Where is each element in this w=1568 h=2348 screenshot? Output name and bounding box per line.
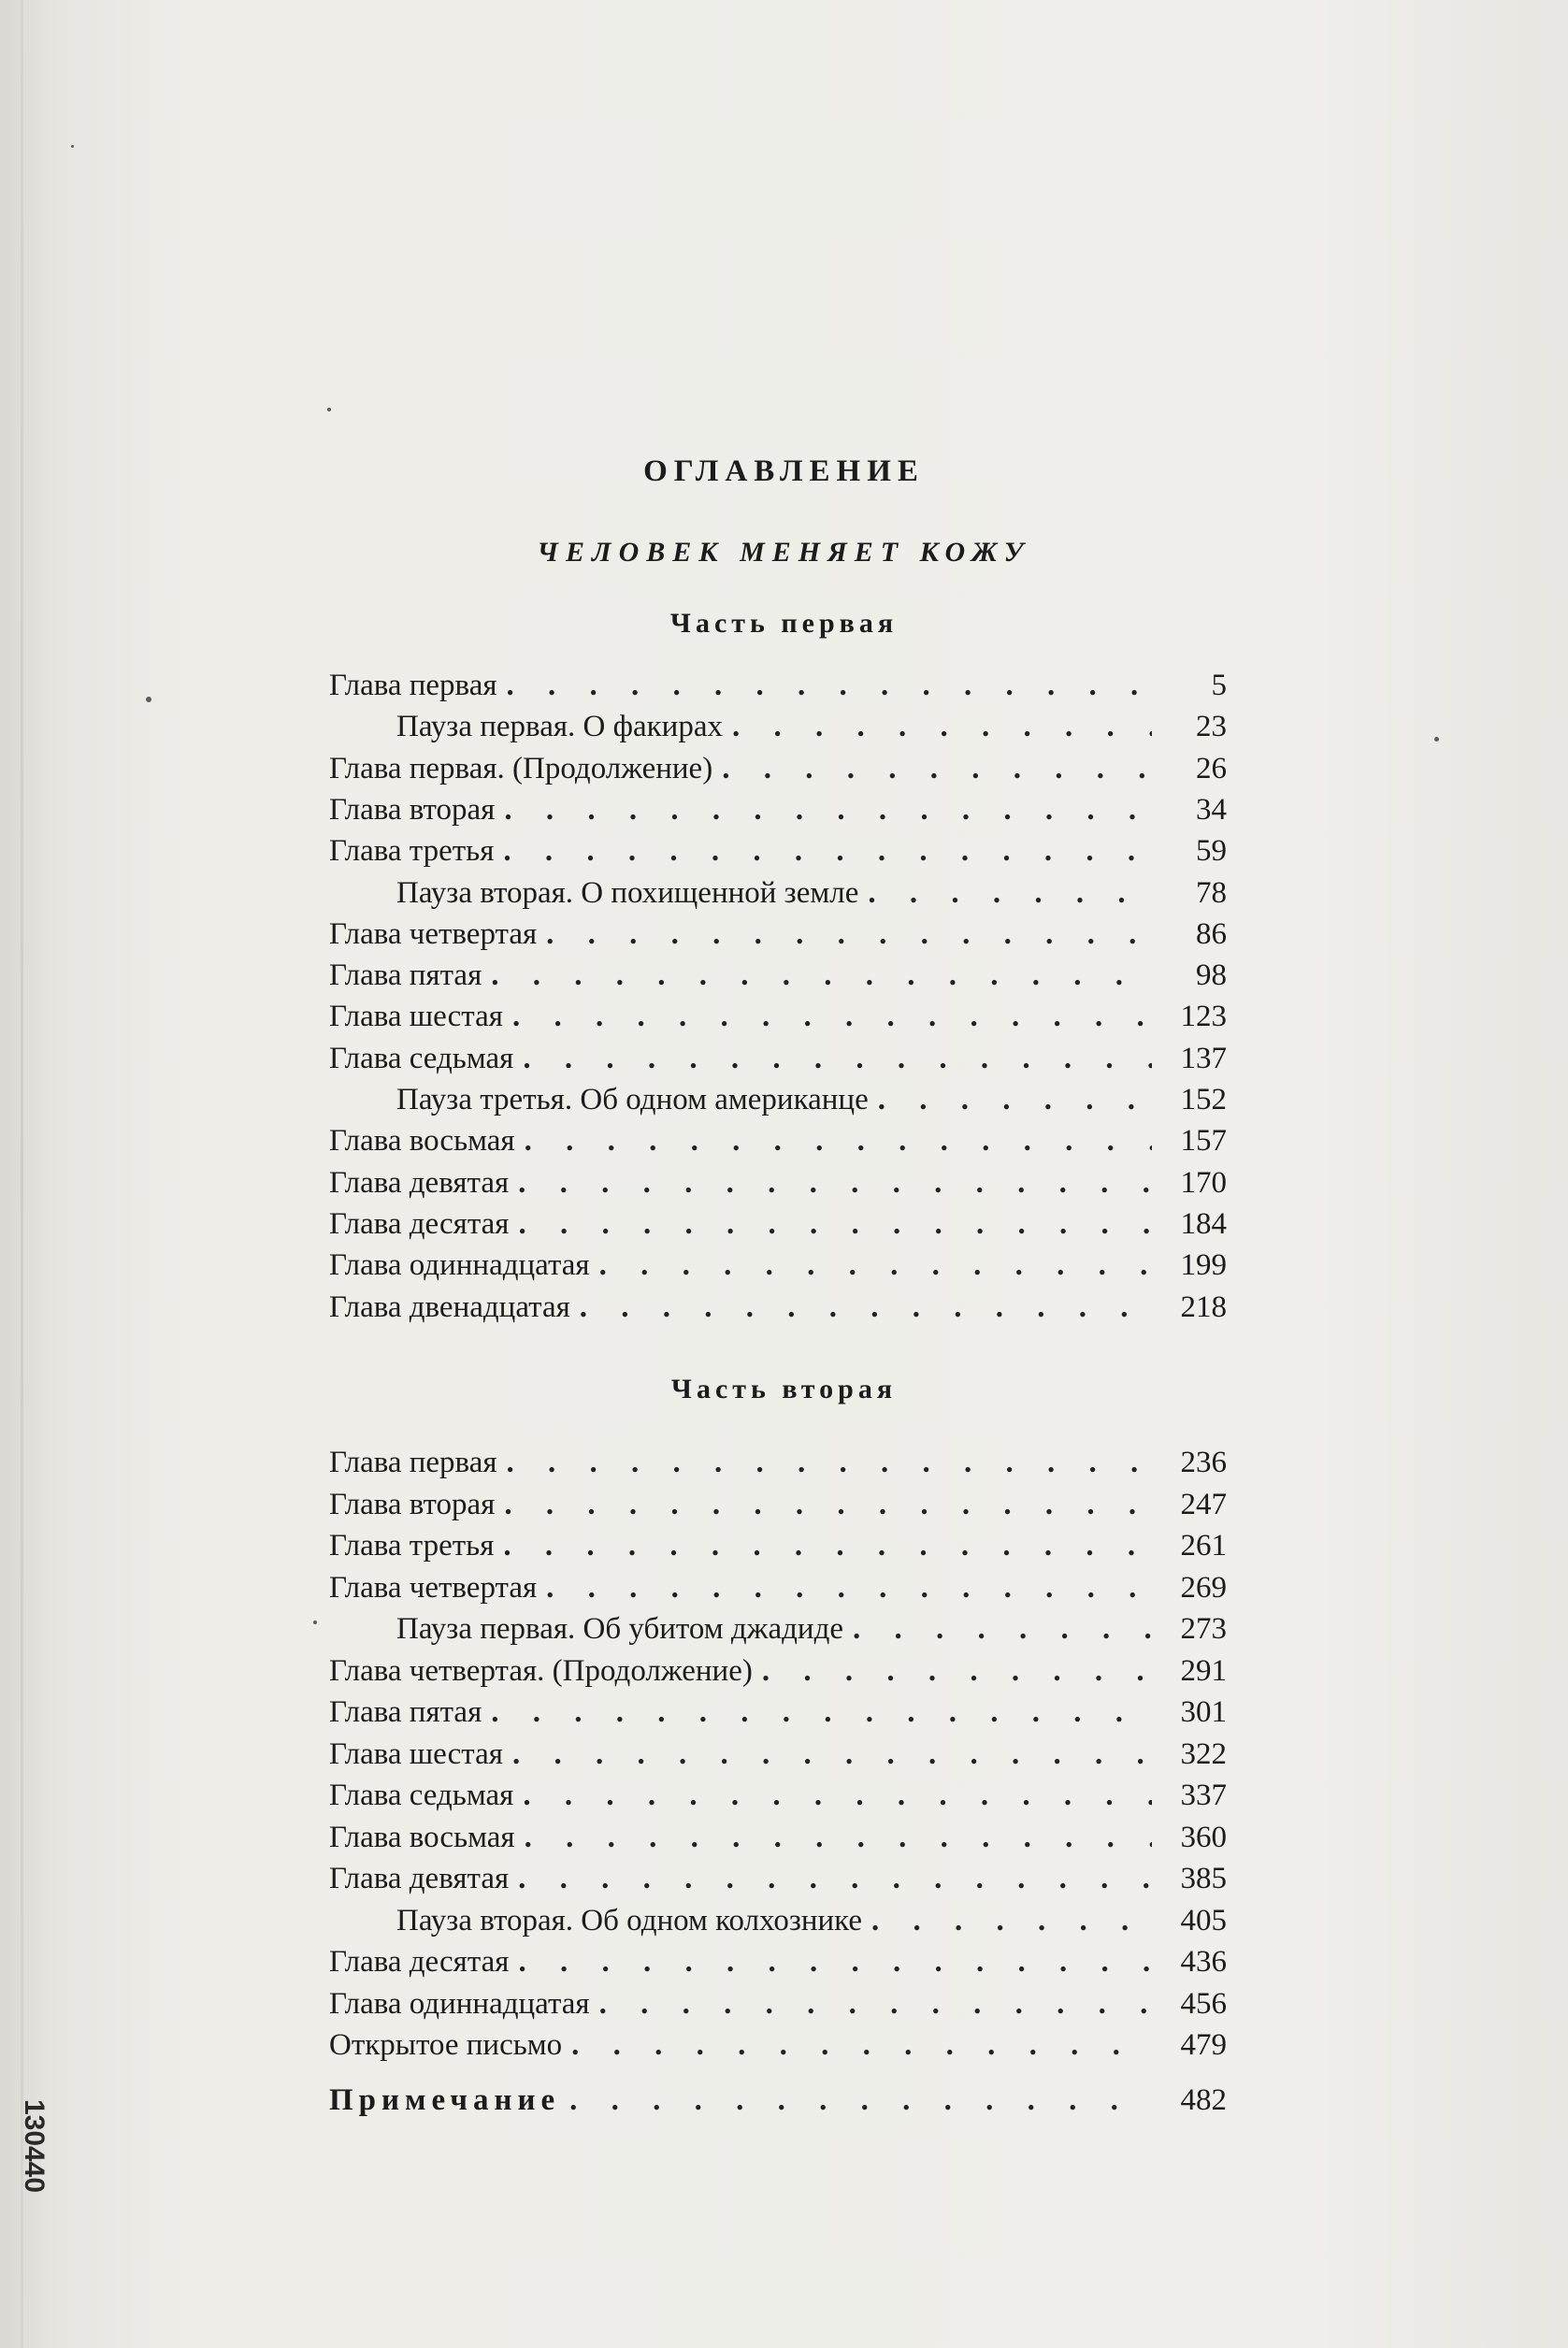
toc-entry[interactable] (329, 831, 1227, 871)
toc-entry[interactable] (329, 1776, 1227, 1815)
toc-entry-page: 170 (1180, 1165, 1227, 1200)
dot-leader (504, 1485, 1152, 1524)
toc-entry[interactable] (329, 1609, 1227, 1649)
dot-leader (762, 1651, 1152, 1691)
toc-entry-label: Глава четвертая (329, 1570, 538, 1605)
toc-entry-page: 123 (1180, 1000, 1227, 1034)
toc-entry-page: 34 (1196, 792, 1227, 827)
toc-entry-page: 137 (1180, 1041, 1227, 1075)
toc-entry-page: 269 (1180, 1570, 1227, 1605)
dot-leader (871, 1901, 1152, 1940)
dot-leader (507, 666, 1152, 705)
toc-entry[interactable] (329, 1485, 1227, 1524)
toc-entry[interactable] (329, 956, 1227, 995)
toc-entry-page: 385 (1180, 1862, 1227, 1895)
dot-leader (732, 707, 1152, 746)
toc-entry-label: Примечание (329, 2083, 561, 2117)
toc-entry-label: Глава шестая (329, 1000, 503, 1034)
toc-entry[interactable] (329, 1163, 1227, 1203)
toc-entry-page: 291 (1180, 1653, 1227, 1688)
toc-entry-label: Глава пятая (329, 958, 482, 993)
toc-entry[interactable] (329, 1735, 1227, 1774)
toc-entry-label: Пауза вторая. Об одном колхознике (396, 1903, 863, 1937)
toc-entry[interactable] (329, 1443, 1227, 1482)
toc-entry-page: 78 (1196, 875, 1227, 910)
toc-entry-label: Глава третья (329, 1529, 495, 1563)
paper-speck (327, 408, 331, 411)
toc-entry[interactable] (329, 1526, 1227, 1565)
toc-entry-label: Глава вторая (329, 792, 496, 827)
dot-leader (722, 749, 1152, 788)
toc-entry-page: 479 (1180, 2028, 1227, 2062)
toc-entry[interactable] (329, 707, 1227, 746)
toc-entry-label: Пауза первая. О факирах (396, 710, 723, 744)
dot-leader (523, 1776, 1152, 1815)
toc-entry-page: 5 (1211, 669, 1227, 702)
toc-entry-page: 360 (1180, 1820, 1227, 1854)
toc-entry-page: 157 (1180, 1124, 1227, 1159)
toc-entry-label: Глава восьмая (329, 1820, 515, 1854)
stamp-number: 130440 (19, 2098, 50, 2194)
dot-leader (507, 1443, 1152, 1482)
paper-speck (1434, 737, 1439, 742)
toc-entry[interactable] (329, 2025, 1227, 2065)
dot-leader (523, 1039, 1152, 1078)
toc-entry-label: Глава девятая (329, 1165, 510, 1200)
toc-entry-label: Глава вторая (329, 1487, 496, 1521)
toc-entry-label: Глава восьмая (329, 1124, 515, 1159)
toc-entry-page: 301 (1180, 1695, 1227, 1729)
toc-entry[interactable] (329, 1651, 1227, 1691)
paper-speck (71, 145, 74, 148)
dot-leader (599, 1246, 1152, 1285)
library-stamp (9, 2076, 58, 2216)
toc-entry-page: 261 (1180, 1529, 1227, 1563)
toc-entry[interactable] (329, 873, 1227, 913)
dot-leader (878, 1080, 1152, 1119)
dot-leader (491, 956, 1152, 995)
dot-leader (546, 915, 1152, 954)
toc-entry-page: 26 (1196, 751, 1227, 785)
toc-entry[interactable] (329, 1942, 1227, 1981)
toc-entry[interactable] (329, 1246, 1227, 1285)
toc-entry-label: Открытое письмо (329, 2028, 563, 2062)
toc-entry-page: 98 (1196, 958, 1227, 993)
toc-entry-label: Глава третья (329, 834, 495, 869)
dot-leader (491, 1693, 1152, 1732)
toc-entry-page: 322 (1180, 1736, 1227, 1771)
toc-entry-page: 86 (1196, 916, 1227, 951)
toc-entry-label: Глава двенадцатая (329, 1289, 570, 1324)
dot-leader (569, 2081, 1152, 2120)
dot-leader (546, 1568, 1152, 1607)
toc-entry-page: 199 (1180, 1248, 1227, 1283)
toc-entry-label: Глава седьмая (329, 1041, 514, 1075)
toc-entry-label: Глава четвертая (329, 916, 538, 951)
dot-leader (519, 1942, 1153, 1981)
dot-leader (853, 1609, 1152, 1649)
toc-entry-label: Глава четвертая. (Продолжение) (329, 1653, 753, 1688)
toc-entry[interactable] (329, 1080, 1227, 1119)
dot-leader (504, 790, 1152, 829)
toc-entry[interactable] (329, 1204, 1227, 1244)
toc-entry[interactable] (329, 790, 1227, 829)
part-one-title: Часть первая (669, 608, 899, 639)
toc-entry-label: Глава седьмая (329, 1779, 514, 1812)
toc-entry-label: Глава первая (329, 1446, 497, 1479)
toc-entry[interactable] (329, 1818, 1227, 1857)
toc-entry-page: 23 (1196, 710, 1227, 744)
toc-notes-entry[interactable] (329, 2081, 1227, 2120)
toc-entry-page: 436 (1180, 1945, 1227, 1979)
dot-leader (503, 1526, 1152, 1565)
part-two-title: Часть вторая (670, 1374, 898, 1404)
dot-leader (518, 1163, 1152, 1203)
toc-entry-label: Глава одиннадцатая (329, 1986, 590, 2021)
toc-entry-label: Глава девятая (329, 1862, 510, 1895)
toc-entry-page: 273 (1180, 1612, 1227, 1646)
toc-entry-page: 236 (1180, 1446, 1227, 1479)
dot-leader (503, 831, 1152, 871)
dot-leader (525, 1121, 1152, 1160)
toc-entry-page: 482 (1180, 2083, 1227, 2117)
toc-entry[interactable] (329, 1288, 1227, 1327)
dot-leader (519, 1204, 1153, 1244)
toc-entry-label: Глава шестая (329, 1736, 503, 1771)
toc-entry-page: 337 (1180, 1779, 1227, 1812)
toc-entry[interactable] (329, 915, 1227, 954)
toc-entry[interactable] (329, 666, 1227, 705)
toc-entry-label: Глава одиннадцатая (329, 1248, 590, 1283)
toc-entry-label: Пауза третья. Об одном американце (396, 1083, 869, 1116)
toc-entry-page: 247 (1180, 1487, 1227, 1521)
dot-leader (518, 1859, 1152, 1898)
dot-leader (580, 1288, 1152, 1327)
dot-leader (512, 1735, 1152, 1774)
paper-speck (313, 1621, 317, 1624)
toc-entry-page: 184 (1180, 1206, 1227, 1241)
dot-leader (599, 1984, 1152, 2024)
toc-entry-label: Глава десятая (329, 1945, 510, 1979)
dot-leader (525, 1818, 1152, 1857)
page-title: ОГЛАВЛЕНИЕ (643, 454, 925, 488)
toc-entry[interactable] (329, 1693, 1227, 1732)
toc-entry[interactable] (329, 997, 1227, 1036)
paper-speck (146, 697, 151, 702)
toc-entry[interactable] (329, 1121, 1227, 1160)
toc-entry[interactable] (329, 1859, 1227, 1898)
dot-leader (512, 997, 1152, 1036)
book-title: ЧЕЛОВЕК МЕНЯЕТ КОЖУ (537, 537, 1031, 568)
dot-leader (868, 873, 1152, 913)
toc-entry-label: Глава первая. (Продолжение) (329, 751, 713, 785)
dot-leader (571, 2025, 1152, 2065)
toc-entry-page: 456 (1180, 1986, 1227, 2021)
toc-entry-label: Глава первая (329, 669, 497, 702)
toc-entry-page: 218 (1180, 1289, 1227, 1324)
toc-entry-page: 152 (1180, 1083, 1227, 1116)
toc-entry[interactable] (329, 749, 1227, 788)
toc-entry[interactable] (329, 1901, 1227, 1940)
toc-entry[interactable] (329, 1568, 1227, 1607)
toc-entry-label: Глава десятая (329, 1206, 510, 1241)
toc-entry-page: 405 (1180, 1903, 1227, 1937)
toc-entry-page: 59 (1196, 834, 1227, 869)
toc-entry[interactable] (329, 1039, 1227, 1078)
toc-entry-label: Глава пятая (329, 1695, 482, 1729)
toc-entry-label: Пауза вторая. О похищенной земле (396, 875, 859, 910)
toc-entry[interactable] (329, 1984, 1227, 2024)
toc-entry-label: Пауза первая. Об убитом джадиде (396, 1612, 844, 1646)
binding-gutter (21, 0, 23, 2348)
